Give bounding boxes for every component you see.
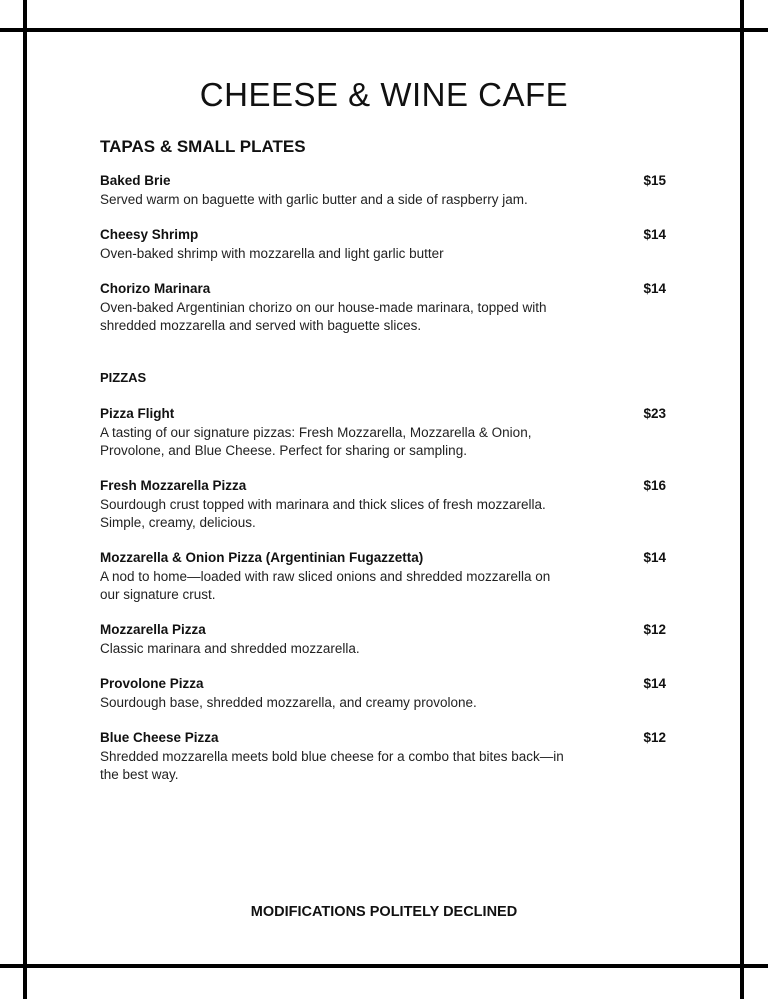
item-description: Sourdough base, shredded mozzarella, and creamy provolone. [100, 695, 477, 710]
section-title-tapas: TAPAS & SMALL PLATES [100, 137, 306, 156]
footer-notice: MODIFICATIONS POLITELY DECLINED [250, 904, 518, 920]
item-price: $12 [643, 622, 666, 637]
item-price: $15 [643, 173, 666, 188]
menu-item-blue-cheese-pizza [100, 730, 666, 784]
item-description: Served warm on baguette with garlic butter and a side of raspberry jam. [100, 192, 528, 207]
item-price: $14 [643, 676, 666, 691]
frame-line-right [740, 0, 744, 999]
item-description: Classic marinara and shredded mozzarella. [100, 641, 360, 656]
item-description: Oven-baked Argentinian chorizo on our house-made marinara, topped with shredded mozzarella and served with baguette slices. [100, 300, 547, 333]
menu-item-pizza-flight [100, 406, 666, 460]
menu-item-mozzarella-pizza [100, 622, 666, 658]
item-description: Sourdough crust topped with marinara and thick slices of fresh mozzarella. Simple, creamy, delicious. [100, 497, 546, 530]
item-price: $14 [643, 281, 666, 296]
menu-item-mozzarella-onion-pizza [100, 550, 666, 604]
item-description: A tasting of our signature pizzas: Fresh Mozzarella, Mozzarella & Onion, Provolone, and Blue Cheese. Perfect for sharing or sampling. [100, 425, 532, 458]
item-description: A nod to home—loaded with raw sliced onions and shredded mozzarella on our signature crust. [100, 569, 551, 602]
item-description: Oven-baked shrimp with mozzarella and light garlic butter [100, 246, 444, 261]
item-price: $23 [643, 406, 666, 421]
item-name: Mozzarella Pizza [100, 622, 206, 637]
item-price: $14 [643, 550, 666, 565]
item-price: $16 [643, 478, 666, 493]
menu-title: CHEESE & WINE CAFE [199, 76, 569, 113]
item-name: Blue Cheese Pizza [100, 730, 219, 745]
item-name: Chorizo Marinara [100, 281, 211, 296]
item-name: Fresh Mozzarella Pizza [100, 478, 247, 493]
menu-item-provolone-pizza [100, 676, 666, 712]
item-name: Pizza Flight [100, 406, 175, 421]
frame-line-top [0, 28, 768, 32]
item-price: $14 [643, 227, 666, 242]
frame-line-left [23, 0, 27, 999]
item-name: Baked Brie [100, 173, 171, 188]
menu-item-fresh-mozzarella-pizza [100, 478, 666, 532]
menu-item-cheesy-shrimp [100, 227, 666, 263]
frame-line-bottom [0, 964, 768, 968]
item-name: Cheesy Shrimp [100, 227, 199, 242]
menu-item-chorizo-marinara [100, 281, 666, 335]
item-name: Mozzarella & Onion Pizza (Argentinian Fugazzetta) [100, 550, 424, 565]
item-name: Provolone Pizza [100, 676, 204, 691]
item-price: $12 [643, 730, 666, 745]
item-description: Shredded mozzarella meets bold blue cheese for a combo that bites back—in the best way. [100, 749, 564, 782]
menu-item-baked-brie [100, 173, 666, 209]
section-title-pizzas: PIZZAS [100, 370, 147, 385]
